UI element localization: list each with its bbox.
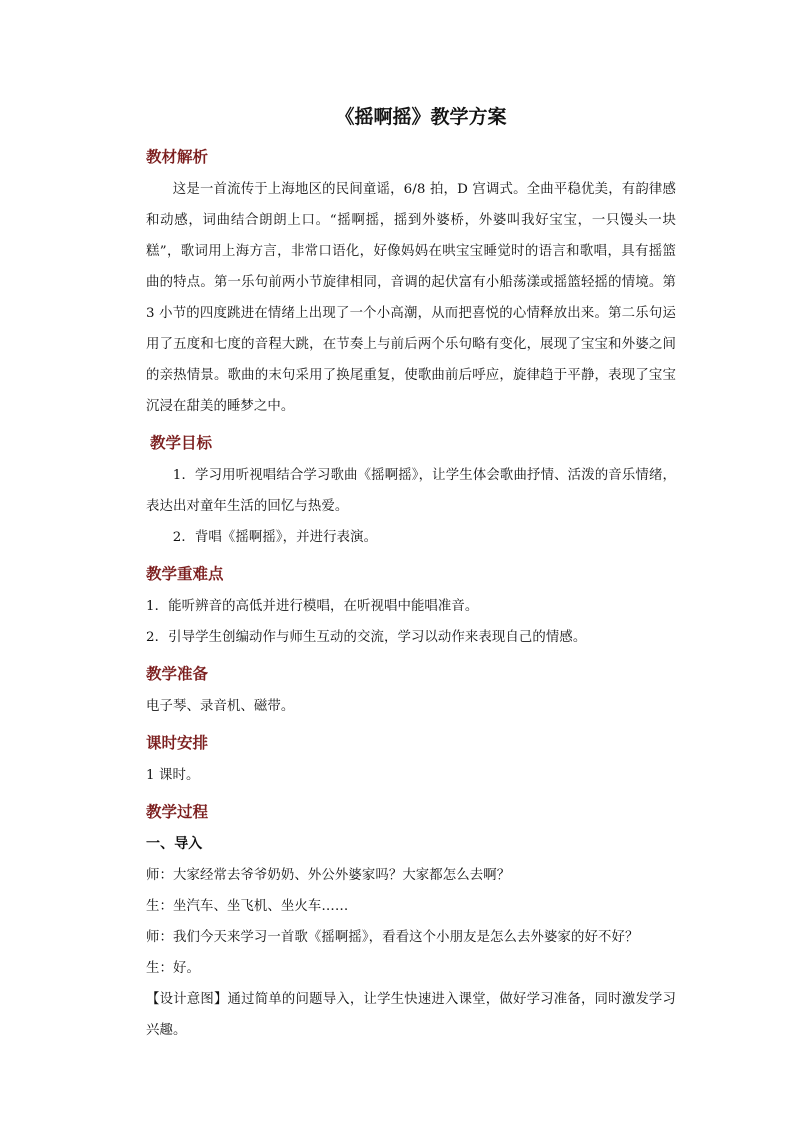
process-subheading: 一、导入 (146, 836, 203, 852)
section-heading-preparation: 教学准备 (146, 664, 209, 683)
key-point-item-1: 1．能听辨音的高低并进行模唱，在听视唱中能唱准音。 (146, 599, 479, 614)
schedule-text: 1 课时。 (146, 768, 200, 783)
design-intent-note: 【设计意图】通过简单的问题导入，让学生快速进入课堂，做好学习准备，同时激发学习兴趣。 (146, 992, 676, 1038)
section-heading-goals: 教学目标 (150, 433, 213, 452)
dialogue-line-2: 生：坐汽车、坐飞机、坐火车…… (146, 899, 349, 914)
section-heading-analysis: 教材解析 (146, 147, 209, 166)
section-heading-schedule: 课时安排 (146, 733, 209, 752)
document-content (146, 104, 676, 1046)
section-heading-key-points: 教学重难点 (146, 564, 224, 583)
goal-item-1: 1．学习用听视唱结合学习歌曲《摇啊摇》，让学生体会歌曲抒情、活泼的音乐情绪，表达出对童年生活的回忆与热爱。 (146, 468, 676, 514)
dialogue-line-4: 生：好。 (146, 961, 200, 976)
dialogue-line-1: 师：大家经常去爷爷奶奶、外公外婆家吗？大家都怎么去啊？ (146, 868, 511, 883)
analysis-paragraph: 这是一首流传于上海地区的民间童谣，6/8 拍，D 宫调式。全曲平稳优美，有韵律感和动感，词曲结合朗朗上口。“摇啊摇，摇到外婆桥，外婆叫我好宝宝，一只馒头一块糕”，歌词用上海方言，非常口语化，好像妈妈在哄宝宝睡觉时的语言和歌唱，具有摇篮曲的特点。第一乐句前两小节旋律相同，音调的起伏富有小船荡漾或摇篮轻摇的情境。第 3 小节的四度跳进在情绪上出现了一个小高潮，从而把喜悦的心情释放出来。第二乐句运用了五度和七度的音程大跳，在节奏上与前后两个乐句略有变化，展现了宝宝和外婆之间的亲热情景。歌曲的末句采用了换尾重复，使歌曲前后呼应，旋律趋于平静，表现了宝宝沉浸在甜美的睡梦之中。 (146, 182, 676, 414)
preparation-text: 电子琴、录音机、磁带。 (146, 699, 295, 714)
goal-item-2: 2．背唱《摇啊摇》，并进行表演。 (172, 530, 378, 545)
key-point-item-2: 2．引导学生创编动作与师生互动的交流，学习以动作来表现自己的情感。 (146, 630, 587, 645)
section-heading-process: 教学过程 (146, 802, 209, 821)
document-title: 《摇啊摇》教学方案 (335, 106, 507, 128)
dialogue-line-3: 师：我们今天来学习一首歌《摇啊摇》，看看这个小朋友是怎么去外婆家的好不好？ (146, 930, 639, 945)
